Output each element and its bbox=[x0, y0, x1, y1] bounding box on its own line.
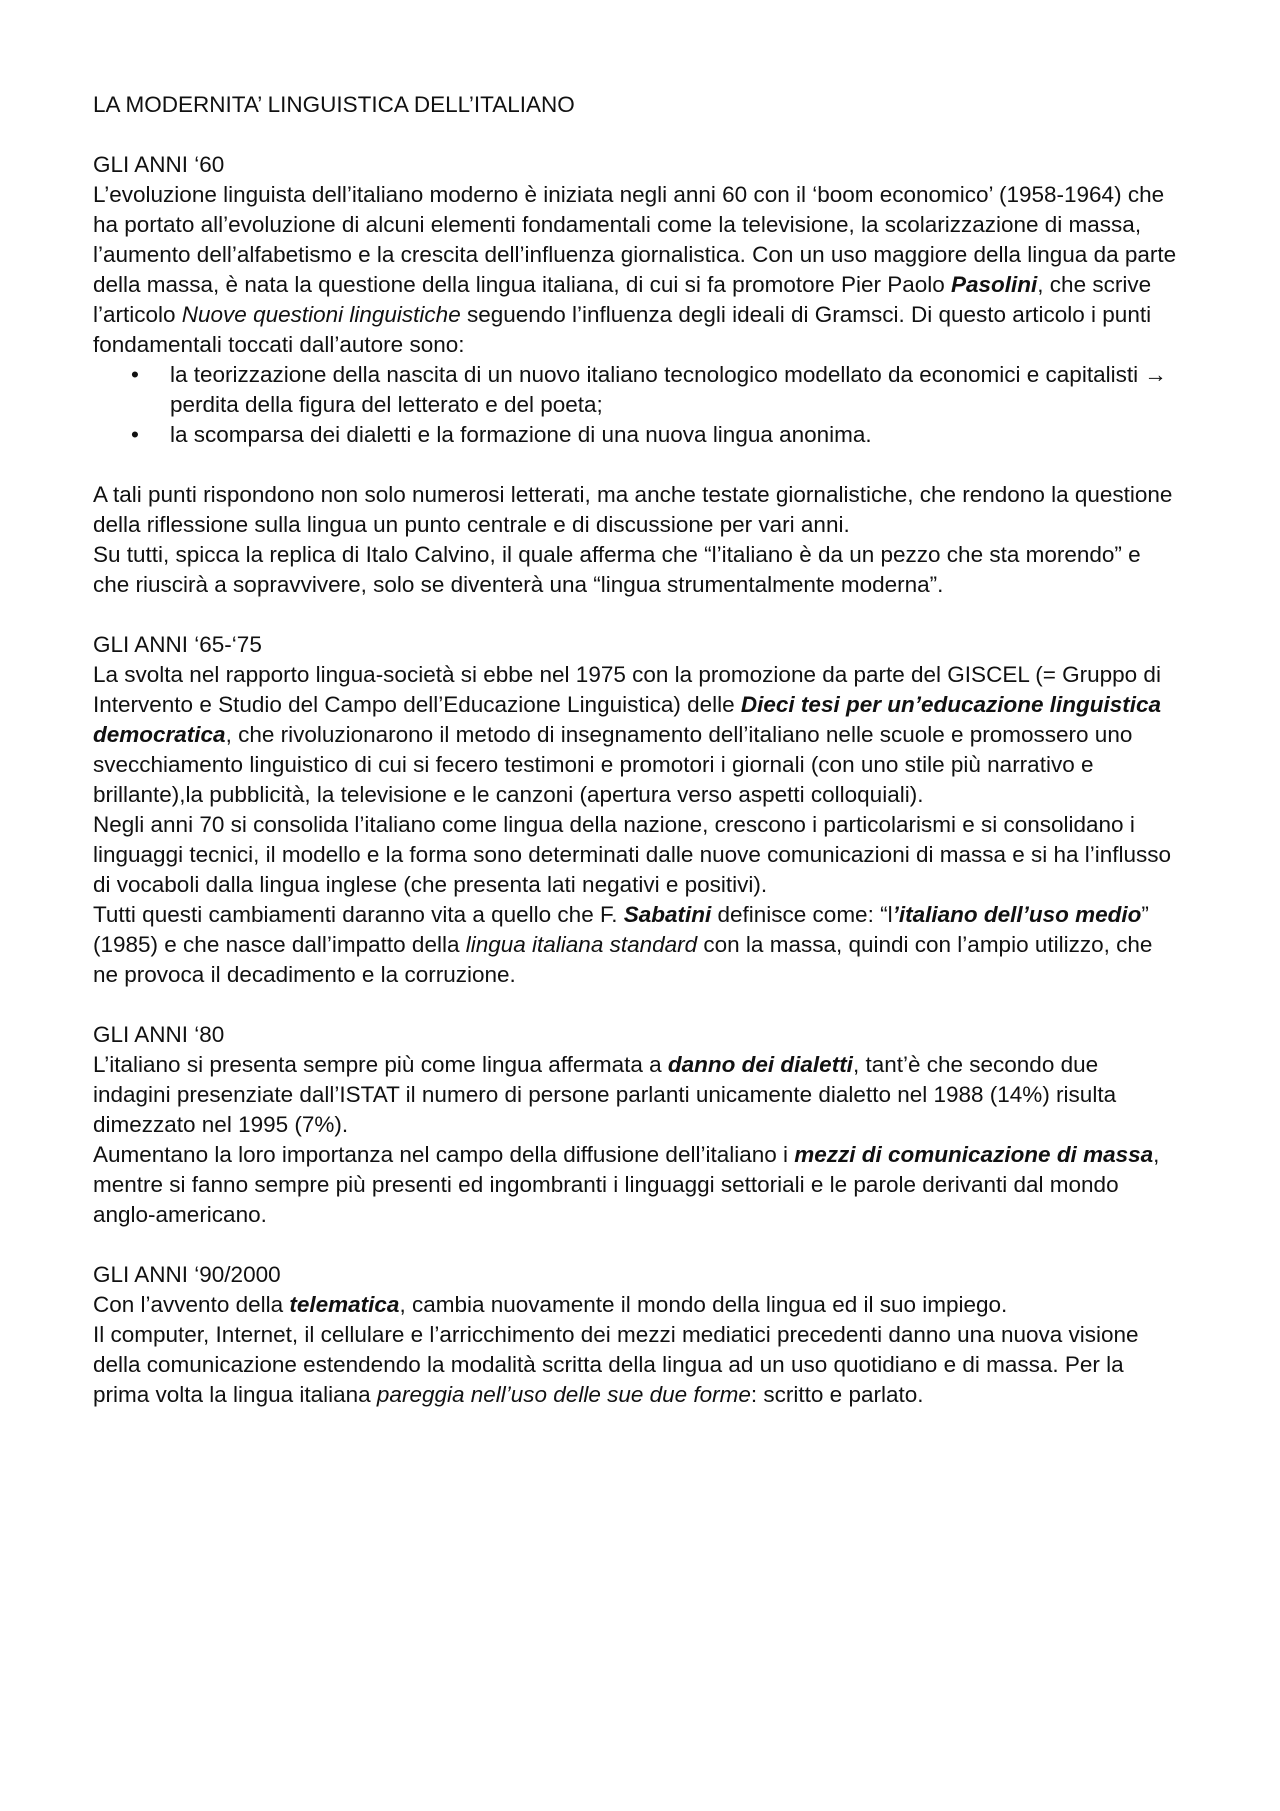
paragraph-anni-60-risposte: A tali punti rispondono non solo numerosi letterati, ma anche testate giornalistiche, che rendono la questione della riflessione sulla lingua un punto centrale e di discussione per vari anni. bbox=[93, 482, 1173, 537]
text-span: , mentre si fanno sempre più presenti ed ingombranti i linguaggi settoriali e le parole derivanti dal mondo anglo-americano. bbox=[93, 1142, 1160, 1227]
text-span: ” (1985) e che nasce dall’impatto della bbox=[93, 902, 1149, 957]
text-span: Aumentano la loro importanza nel campo della diffusione dell’italiano i bbox=[93, 1142, 795, 1167]
emphasis-dieci-tesi: Dieci tesi per un’educazione linguistica democratica bbox=[93, 692, 1162, 747]
text-span: , tant’è che secondo due indagini presenziate dall’ISTAT il numero di persone parlanti unicamente dialetto nel 1988 (14%) risulta dimezzato nel 1995 (7%). bbox=[93, 1052, 1117, 1137]
spacer bbox=[93, 450, 1180, 480]
emphasis-pareggia: pareggia nell’uso delle sue due forme bbox=[376, 1382, 751, 1407]
bullet-icon: • bbox=[131, 362, 139, 387]
heading-anni-80: GLI ANNI ‘80 bbox=[93, 1022, 225, 1047]
paragraph-anni-60-calvino: Su tutti, spicca la replica di Italo Calvino, il quale afferma che “l’italiano è da un pezzo che sta morendo” e che riuscirà a sopravvivere, solo se diventerà una “lingua strumentalmente moderna”. bbox=[93, 542, 1141, 597]
emphasis-nuove-questioni: Nuove questioni linguistiche bbox=[181, 302, 461, 327]
text-span: seguendo l’influenza degli ideali di Gramsci. Di questo articolo i punti fondamentali toccati dall’autore sono: bbox=[93, 302, 1152, 357]
text-span: , che scrive l’articolo bbox=[93, 272, 1152, 327]
bullet-list bbox=[93, 360, 1180, 450]
text-span: con la massa, quindi con l’ampio utilizzo, che ne provoca il decadimento e la corruzione. bbox=[93, 932, 1153, 987]
text-span: Il computer, Internet, il cellulare e l’arricchimento dei mezzi mediatici precedenti danno una nuova visione della comunicazione estendendo la modalità scritta della lingua ad un uso quotidiano e di massa. Per la prima volta la lingua italiana bbox=[93, 1322, 1139, 1407]
text-span: definisce come: “l bbox=[711, 902, 893, 927]
emphasis-lingua-standard: lingua italiana standard bbox=[465, 932, 698, 957]
emphasis-mezzi-comunicazione: mezzi di comunicazione di massa bbox=[794, 1142, 1154, 1167]
emphasis-danno-dialetti: danno dei dialetti bbox=[667, 1052, 853, 1077]
list-item bbox=[93, 360, 1180, 420]
emphasis-italiano-uso-medio: ’italiano dell’uso medio bbox=[892, 902, 1142, 927]
heading-anni-60: GLI ANNI ‘60 bbox=[93, 152, 225, 177]
paragraph-anni-65-75-giscel bbox=[93, 660, 1180, 810]
paragraph-anni-80-mezzi bbox=[93, 1140, 1180, 1230]
paragraph-sabatini bbox=[93, 900, 1180, 990]
list-item bbox=[93, 420, 1180, 450]
spacer bbox=[93, 990, 1180, 1020]
text-span: L’evoluzione linguista dell’italiano moderno è iniziata negli anni 60 con il ‘boom economico’ (1958-1964) che ha portato all’evoluzione di alcuni elementi fondamentali come la televisione, la scolarizzazione di massa, l’aumento dell’alfabetismo e la crescita dell’influenza giornalistica. Con un uso maggiore della lingua da parte della massa, è nata la questione della lingua italiana, di cui si fa promotore Pier Paolo bbox=[93, 182, 1177, 297]
bullet-icon: • bbox=[131, 422, 139, 447]
text-span: Con l’avvento della bbox=[93, 1292, 290, 1317]
emphasis-pasolini: Pasolini bbox=[951, 272, 1038, 297]
spacer bbox=[93, 1230, 1180, 1260]
text-span: La svolta nel rapporto lingua-società si ebbe nel 1975 con la promozione da parte del GISCEL (= Gruppo di Intervento e Studio del Campo dell’Educazione Linguistica) delle bbox=[93, 662, 1161, 717]
document-title: LA MODERNITA’ LINGUISTICA DELL’ITALIANO bbox=[93, 92, 575, 117]
heading-anni-65-75: GLI ANNI ‘65-‘75 bbox=[93, 632, 262, 657]
list-item-text: la scomparsa dei dialetti e la formazione di una nuova lingua anonima. bbox=[170, 422, 872, 447]
text-span: , che rivoluzionarono il metodo di insegnamento dell’italiano nelle scuole e promossero uno svecchiamento linguistico di cui si fecero testimoni e promotori i giornali (con uno stile più narrativo e brillante),la pubblicità, la televisione e le canzoni (apertura verso aspetti colloquiali). bbox=[93, 722, 1133, 807]
paragraph-computer-internet bbox=[93, 1320, 1180, 1410]
emphasis-sabatini: Sabatini bbox=[623, 902, 712, 927]
text-span: L’italiano si presenta sempre più come lingua affermata a bbox=[93, 1052, 668, 1077]
text-span: Tutti questi cambiamenti daranno vita a quello che F. bbox=[93, 902, 624, 927]
paragraph-anni-80-dialetti bbox=[93, 1050, 1180, 1140]
paragraph-telematica bbox=[93, 1290, 1180, 1320]
emphasis-telematica: telematica bbox=[289, 1292, 400, 1317]
text-span: , cambia nuovamente il mondo della lingua ed il suo impiego. bbox=[399, 1292, 1008, 1317]
heading-anni-90-2000: GLI ANNI ‘90/2000 bbox=[93, 1262, 281, 1287]
list-item-text: la teorizzazione della nascita di un nuovo italiano tecnologico modellato da economici e capitalisti → perdita della figura del letterato e del poeta; bbox=[170, 362, 1167, 417]
text-span: : scritto e parlato. bbox=[750, 1382, 924, 1407]
spacer bbox=[93, 600, 1180, 630]
paragraph-anni-70: Negli anni 70 si consolida l’italiano come lingua della nazione, crescono i particolarismi e si consolidano i linguaggi tecnici, il modello e la forma sono determinati dalle nuove comunicazioni di massa e si ha l’influsso di vocaboli dalla lingua inglese (che presenta lati negativi e positivi). bbox=[93, 812, 1172, 897]
paragraph-anni-60-intro bbox=[93, 180, 1180, 360]
spacer bbox=[93, 120, 1180, 150]
